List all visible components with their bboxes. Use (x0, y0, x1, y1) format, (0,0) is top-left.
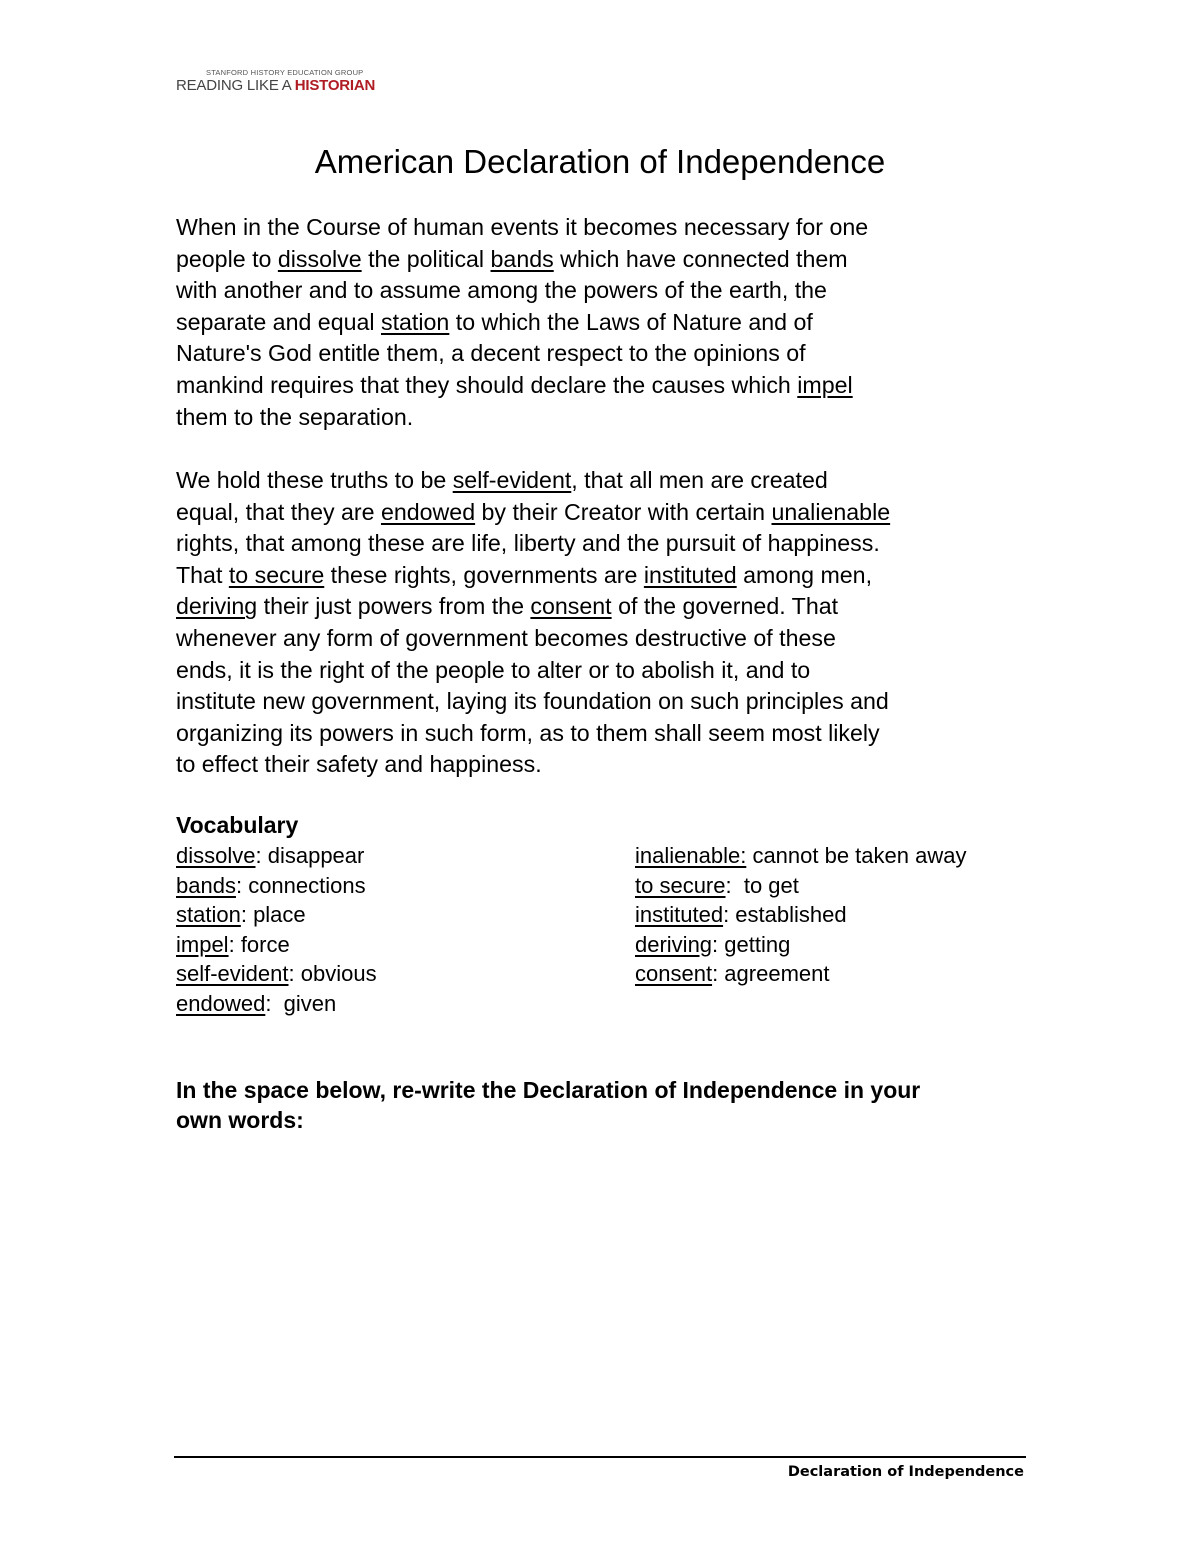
underlined-term: bands (490, 245, 554, 272)
paragraph-line (176, 718, 1036, 750)
text-run: rights, that among these are life, liberty and the pursuit of happiness. (176, 530, 880, 557)
vocabulary-term: dissolve (176, 843, 256, 868)
vocabulary-definition: force (240, 931, 290, 957)
vocabulary-definition: cannot be taken away (752, 843, 967, 868)
logo-prefix: READING LIKE A (176, 77, 295, 94)
paragraph-preamble (176, 212, 1036, 433)
vocabulary-term: instituted (635, 902, 724, 927)
vocabulary-list-left (176, 841, 377, 1018)
underlined-term: dissolve (277, 245, 362, 272)
vocabulary-item (176, 989, 377, 1019)
underlined-term: instituted (643, 561, 737, 588)
text-run: separate and equal (176, 308, 381, 335)
vocabulary-separator: : (288, 961, 301, 986)
text-run: among men, (736, 561, 873, 588)
vocabulary-item (635, 841, 966, 871)
vocabulary-separator: : (228, 931, 241, 957)
vocabulary-term: bands (176, 872, 236, 898)
vocabulary-item (635, 871, 966, 901)
vocabulary-item (176, 959, 377, 989)
vocabulary-item (635, 959, 966, 989)
paragraph-rights (176, 465, 1036, 781)
logo-highlight: HISTORIAN (294, 77, 376, 94)
paragraph-line (176, 686, 1036, 718)
text-run: these rights, governments are (324, 561, 644, 588)
vocabulary-term: endowed (176, 990, 266, 1016)
text-run: institute new government, laying its foundation on such principles and (176, 688, 889, 715)
reading-like-a-historian-logo (176, 68, 386, 95)
vocabulary-definition: getting (724, 931, 791, 957)
footer-divider (174, 1456, 1026, 1458)
underlined-term: self-evident (452, 467, 572, 493)
vocabulary-item (635, 900, 966, 930)
text-run: That (176, 561, 229, 588)
vocabulary-definition: to get (743, 872, 799, 898)
text-run: mankind requires that they should declare the causes which (176, 371, 798, 398)
text-run: by their Creator with certain (475, 498, 772, 525)
paragraph-line (176, 402, 1036, 434)
underlined-term: consent (530, 593, 612, 620)
document-title: American Declaration of Independence (314, 143, 886, 180)
logo-program-name (176, 77, 386, 95)
vocabulary-separator: : (235, 872, 249, 898)
vocabulary-term: self-evident (176, 961, 289, 986)
paragraph-line (176, 591, 1036, 623)
vocabulary-item (176, 900, 377, 930)
vocabulary-term: station (176, 902, 241, 927)
vocabulary-heading: Vocabulary (176, 812, 299, 838)
vocabulary-item (176, 930, 377, 960)
text-run: their just powers from the (257, 593, 531, 620)
underlined-term: station (381, 308, 450, 335)
instruction-line: In the space below, re-write the Declaration of Independence in your (176, 1077, 921, 1103)
paragraph-line (176, 212, 1036, 244)
vocabulary-definition: connections (248, 872, 366, 898)
underlined-term: to secure (228, 561, 325, 588)
text-run: of the governed. That (611, 593, 839, 620)
vocabulary-separator: : (240, 902, 254, 927)
vocabulary-definition: agreement (724, 961, 830, 986)
vocabulary-item (176, 871, 377, 901)
vocabulary-definition: place (253, 902, 306, 927)
vocabulary-separator: : (712, 931, 725, 957)
paragraph-line (176, 623, 1036, 655)
vocabulary-separator: : (723, 902, 736, 927)
text-run: them to the separation. (176, 403, 414, 430)
underlined-term: endowed (380, 498, 476, 525)
vocabulary-term: impel (176, 931, 229, 957)
text-run: We hold these truths to be (176, 467, 453, 493)
text-run: with another and to assume among the powers of the earth, the (176, 277, 827, 304)
footer-title: Declaration of Independence (787, 1464, 1024, 1480)
vocabulary-term: to secure (635, 872, 726, 898)
text-run: organizing its powers in such form, as to them shall seem most likely (176, 719, 880, 746)
text-run: people to (176, 245, 278, 272)
paragraph-line (176, 307, 1036, 339)
vocabulary-item (176, 841, 377, 871)
paragraph-line (176, 275, 1036, 307)
text-run: which have connected them (553, 245, 848, 272)
instruction-line: own words: (176, 1107, 304, 1133)
text-run: to effect their safety and happiness. (176, 751, 542, 778)
vocabulary-definition: given (283, 990, 337, 1016)
paragraph-line (176, 244, 1036, 276)
vocabulary-definition: disappear (267, 843, 365, 868)
vocabulary-term: inalienable: (635, 843, 747, 868)
text-run: Nature's God entitle them, a decent respect to the opinions of (176, 340, 806, 367)
paragraph-line (176, 465, 1036, 497)
vocabulary-separator: : (255, 843, 268, 868)
text-run: whenever any form of government becomes destructive of these (176, 624, 836, 651)
text-run: to which the Laws of Nature and of (449, 308, 813, 335)
paragraph-line (176, 497, 1036, 529)
underlined-term: unalienable (771, 498, 891, 525)
writing-instruction (176, 1075, 1046, 1135)
paragraph-line (176, 560, 1036, 592)
vocabulary-list-right (635, 841, 966, 989)
vocabulary-term: consent (635, 961, 713, 986)
paragraph-line (176, 370, 1036, 402)
underlined-term: impel (797, 371, 853, 398)
text-run: , that all men are created (571, 467, 828, 493)
text-run: ends, it is the right of the people to alter or to abolish it, and to (176, 656, 811, 683)
vocabulary-separator: : (712, 961, 725, 986)
logo-org-name: STANFORD HISTORY EDUCATION GROUP (206, 68, 364, 77)
paragraph-line (176, 655, 1036, 687)
paragraph-line (176, 528, 1036, 560)
text-run: equal, that they are (176, 498, 381, 525)
text-run: the political (361, 245, 491, 272)
underlined-term: deriving (176, 593, 258, 620)
vocabulary-separator: : (265, 990, 284, 1016)
vocabulary-definition: obvious (300, 961, 377, 986)
vocabulary-term: deriving (635, 931, 713, 957)
vocabulary-definition: established (735, 902, 847, 927)
paragraph-line (176, 338, 1036, 370)
paragraph-line (176, 749, 1036, 781)
text-run: When in the Course of human events it becomes necessary for one (176, 214, 869, 240)
vocabulary-separator: : (725, 872, 744, 898)
vocabulary-item (635, 930, 966, 960)
